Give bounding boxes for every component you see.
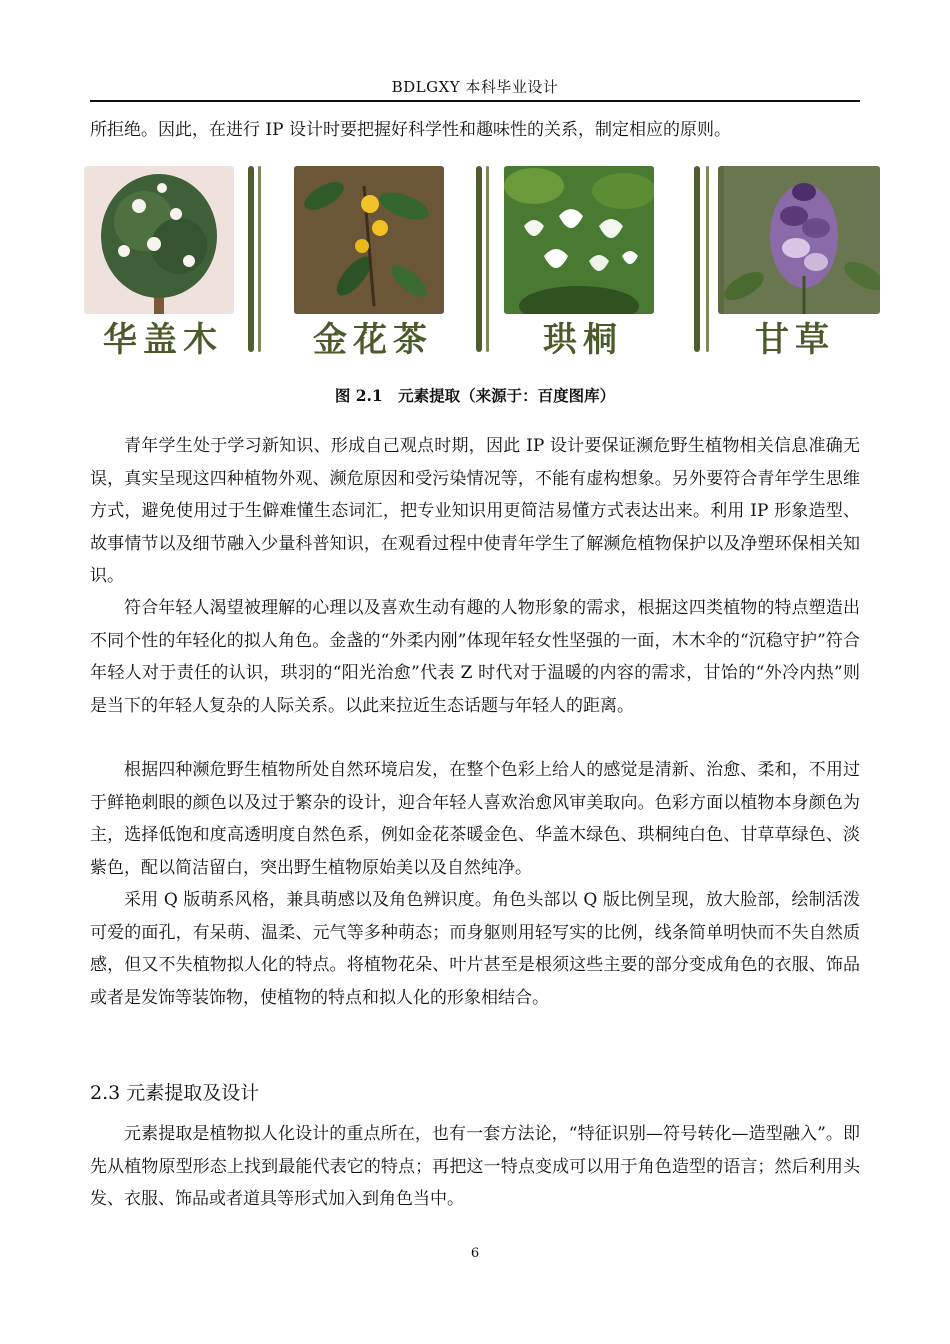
- plant-name-label: 珙桐: [543, 320, 623, 360]
- section-heading: 2.3 元素提取及设计: [90, 1082, 260, 1104]
- panel-divider: [694, 166, 700, 352]
- body-paragraph: 采用 Q 版萌系风格，兼具萌感以及角色辨识度。角色头部以 Q 版比例呈现，放大脸部，绘制活泼可爱的面孔，有呆萌、温柔、元气等多种萌态；而身躯则用轻写实的比例，线条简单明快而不失自然质感，但又不失植物拟人化的特点。将植物花朵、叶片甚至是根须这些主要的部分变成角色的衣服、饰品或者是发饰等装饰物，使植物的特点和拟人化的形象相结合。: [90, 890, 860, 1008]
- figure-panel-gancao: [712, 160, 902, 360]
- panel-divider: [486, 166, 489, 352]
- licorice-flower-photo-icon: [718, 166, 880, 314]
- figure-element-extraction: [78, 160, 878, 360]
- plant-name-label: 甘草: [755, 320, 835, 360]
- figure-panel-huagaimu: [78, 160, 268, 360]
- body-paragraph: 符合年轻人渴望被理解的心理以及喜欢生动有趣的人物形象的需求，根据这四类植物的特点塑造出不同个性的年轻化的拟人角色。金盏的“外柔内刚”体现年轻女性坚强的一面，木木伞的“沉稳守护”符合年轻人对于责任的认识，珙羽的“阳光治愈”代表 Z 时代对于温暖的内容的需求，甘饴的“外冷内热”则是当下的年轻人复杂的人际关系。以此来拉近生态话题与年轻人的距离。: [90, 598, 860, 716]
- section-paragraph: 元素提取是植物拟人化设计的重点所在，也有一套方法论，“特征识别—符号转化—造型融入”。即先从植物原型形态上找到最能代表它的特点；再把这一特点变成可以用于角色造型的语言；然后利用头发、衣服、饰品或者道具等形式加入到角色当中。: [90, 1124, 860, 1209]
- figure-caption: 图 2.1 元素提取（来源于：百度图库）: [334, 386, 616, 405]
- figure-panel-jinhuacha: [288, 160, 478, 360]
- dove-tree-photo-icon: [504, 166, 654, 314]
- running-header: BDLGXY 本科毕业设计: [391, 78, 559, 96]
- panel-divider: [476, 166, 482, 352]
- plant-name-label: 华盖木: [103, 320, 223, 360]
- page-number: 6: [470, 1246, 480, 1261]
- panel-divider: [248, 166, 254, 352]
- yellow-camellia-photo-icon: [294, 166, 444, 314]
- body-paragraph: 根据四种濒危野生植物所处自然环境启发，在整个色彩上给人的感觉是清新、治愈、柔和，不用过于鲜艳刺眼的颜色以及过于繁杂的设计，迎合年轻人喜欢治愈风审美取向。色彩方面以植物本身颜色为主，选择低饱和度高透明度自然色系，例如金花茶暖金色、华盖木绿色、珙桐纯白色、甘草草绿色、淡紫色，配以简洁留白，突出野生植物原始美以及自然纯净。: [90, 760, 860, 878]
- magnolia-tree-illustration-icon: [84, 166, 234, 314]
- header-rule: [90, 100, 860, 102]
- plant-name-label: 金花茶: [313, 320, 433, 360]
- intro-line: 所拒绝。因此，在进行 IP 设计时要把握好科学性和趣味性的关系，制定相应的原则。: [90, 120, 731, 140]
- figure-panel-gongtong: [498, 160, 688, 360]
- body-paragraph: 青年学生处于学习新知识、形成自己观点时期，因此 IP 设计要保证濒危野生植物相关信息准确无误，真实呈现这四种植物外观、濒危原因和受污染情况等，不能有虚构想象。另外要符合青年学生思维方式，避免使用过于生僻难懂生态词汇，把专业知识用更简洁易懂方式表达出来。利用 IP 形象造型、故事情节以及细节融入少量科普知识，在观看过程中使青年学生了解濒危植物保护以及净塑环保相关知识。: [90, 436, 860, 586]
- panel-divider: [258, 166, 261, 352]
- panel-divider: [706, 166, 709, 352]
